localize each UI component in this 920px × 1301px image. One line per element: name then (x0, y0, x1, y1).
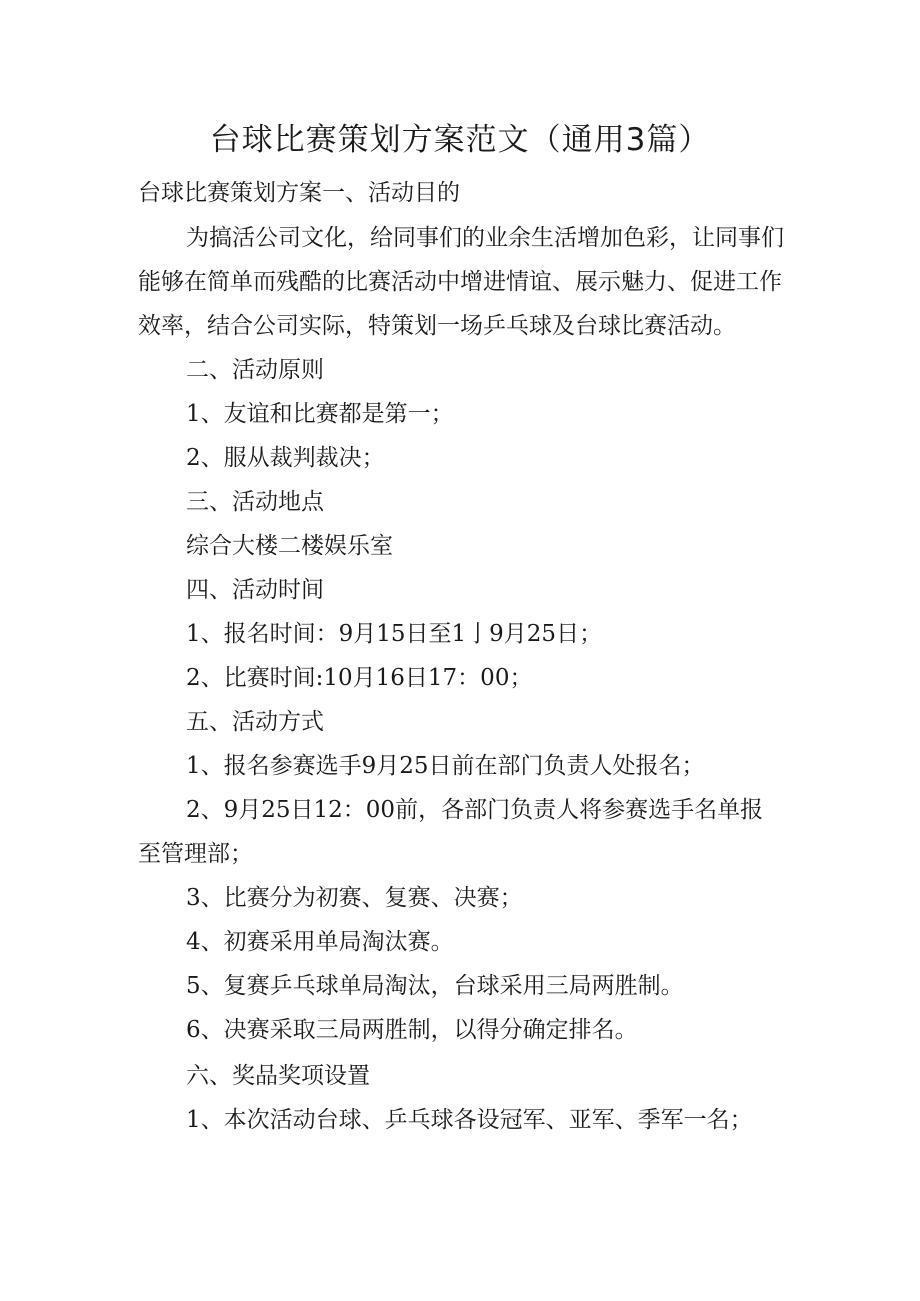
paragraph-line: 能够在简单而残酷的比赛活动中增进情谊、展示魅力、促进工作 (138, 269, 782, 295)
document-title: 台球比赛策划方案范文（通用3篇） (209, 122, 711, 158)
list-item: 1、本次活动台球、乒乓球各设冠军、亚军、季军一名； (186, 1107, 753, 1133)
paragraph-line: 为搞活公司文化，给同事们的业余生活增加色彩，让同事们 (186, 225, 784, 251)
list-item: 5、复赛乒乓球单局淘汰，台球采用三局两胜制。 (186, 973, 684, 999)
section-heading-awards: 六、奖品奖项设置 (186, 1063, 370, 1089)
list-item: 2、比赛时间:10月16日17：00； (186, 665, 533, 691)
section-heading-location: 三、活动地点 (186, 489, 324, 515)
list-item: 1、报名时间：9月15日至1亅9月25日； (186, 621, 603, 647)
list-item: 1、报名参赛选手9月25日前在部门负责人处报名； (186, 753, 705, 779)
list-item: 3、比赛分为初赛、复赛、决赛； (186, 885, 523, 911)
list-item: 4、初赛采用单局淘汰赛。 (186, 929, 454, 955)
list-item: 1、友谊和比赛都是第一； (186, 401, 454, 427)
list-item: 6、决赛采取三局两胜制，以得分确定排名。 (186, 1017, 638, 1043)
section-heading-purpose: 台球比赛策划方案一、活动目的 (138, 180, 460, 206)
section-heading-principles: 二、活动原则 (186, 357, 324, 383)
paragraph-line: 综合大楼二楼娱乐室 (186, 533, 393, 559)
list-item: 2、服从裁判裁决； (186, 445, 385, 471)
section-heading-time: 四、活动时间 (186, 577, 324, 603)
section-heading-method: 五、活动方式 (186, 709, 324, 735)
list-item: 2、9月25日12：00前，各部门负责人将参赛选手名单报 (186, 797, 764, 823)
paragraph-line: 效率，结合公司实际，特策划一场乒乓球及台球比赛活动。 (138, 313, 736, 339)
list-item-continuation: 至管理部； (138, 841, 253, 867)
